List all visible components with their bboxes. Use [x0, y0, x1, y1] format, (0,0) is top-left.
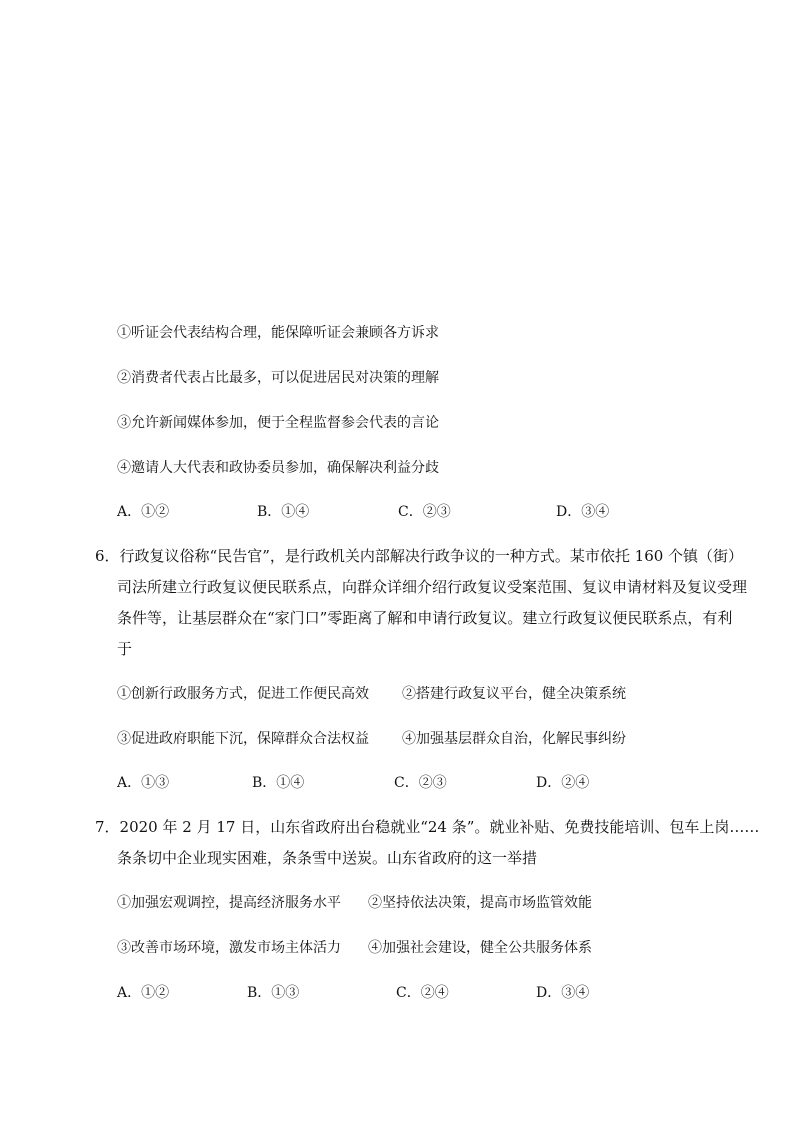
- q7-stem-line-2: 条条切中企业现实困难，条条雪中送炭。山东省政府的这一举措: [117, 849, 538, 867]
- q7-stem-line-1: 7．2020 年 2 月 17 日，山东省政府出台稳就业“24 条”。就业补贴、免费技能培训、包车上岗……: [95, 818, 760, 836]
- q6-statement-3: ③促进政府职能下沉，保障群众合法权益: [117, 731, 369, 747]
- q6-choice-d: D．②④: [536, 775, 590, 791]
- q7-choice-a: A．①②: [117, 985, 170, 1001]
- q7-choice-d: D．③④: [536, 985, 590, 1001]
- q5-choice-b: B．①④: [257, 504, 310, 520]
- q7-statement-4: ④加强社会建设，健全公共服务体系: [368, 940, 592, 956]
- q6-stem-line-4: 于: [117, 640, 133, 658]
- q6-choice-a: A．①③: [117, 775, 170, 791]
- q6-statement-2: ②搭建行政复议平台，健全决策系统: [402, 686, 626, 702]
- q5-statement-4: ④邀请人大代表和政协委员参加，确保解决利益分歧: [117, 460, 439, 476]
- q5-choice-d: D．③④: [556, 504, 610, 520]
- q7-statement-3: ③改善市场环境，激发市场主体活力: [117, 940, 341, 956]
- q5-choice-a: A．①②: [117, 504, 170, 520]
- q5-choice-c: C．②③: [398, 504, 451, 520]
- q7-choice-b: B．①③: [247, 985, 300, 1001]
- q5-statement-2: ②消费者代表占比最多，可以促进居民对决策的理解: [117, 370, 439, 386]
- q5-statement-1: ①听证会代表结构合理，能保障听证会兼顾各方诉求: [117, 325, 439, 341]
- q6-statement-1: ①创新行政服务方式，促进工作便民高效: [117, 686, 369, 702]
- q6-choice-c: C．②③: [394, 775, 447, 791]
- q6-stem-line-1: 6．行政复议俗称“民告官”，是行政机关内部解决行政争议的一种方式。某市依托 160 个镇（街）: [95, 547, 744, 565]
- q6-statement-4: ④加强基层群众自治，化解民事纠纷: [402, 731, 626, 747]
- q7-choice-c: C．②④: [396, 985, 449, 1001]
- q6-stem-line-2: 司法所建立行政复议便民联系点，向群众详细介绍行政复议受案范围、复议申请材料及复议受理: [117, 578, 748, 596]
- q6-choice-b: B．①④: [252, 775, 305, 791]
- q7-statement-1: ①加强宏观调控，提高经济服务水平: [117, 895, 341, 911]
- q7-statement-2: ②坚持依法决策，提高市场监管效能: [368, 895, 592, 911]
- q6-stem-line-3: 条件等，让基层群众在“家门口”零距离了解和申请行政复议。建立行政复议便民联系点，有利: [117, 609, 733, 627]
- q5-statement-3: ③允许新闻媒体参加，便于全程监督参会代表的言论: [117, 415, 439, 431]
